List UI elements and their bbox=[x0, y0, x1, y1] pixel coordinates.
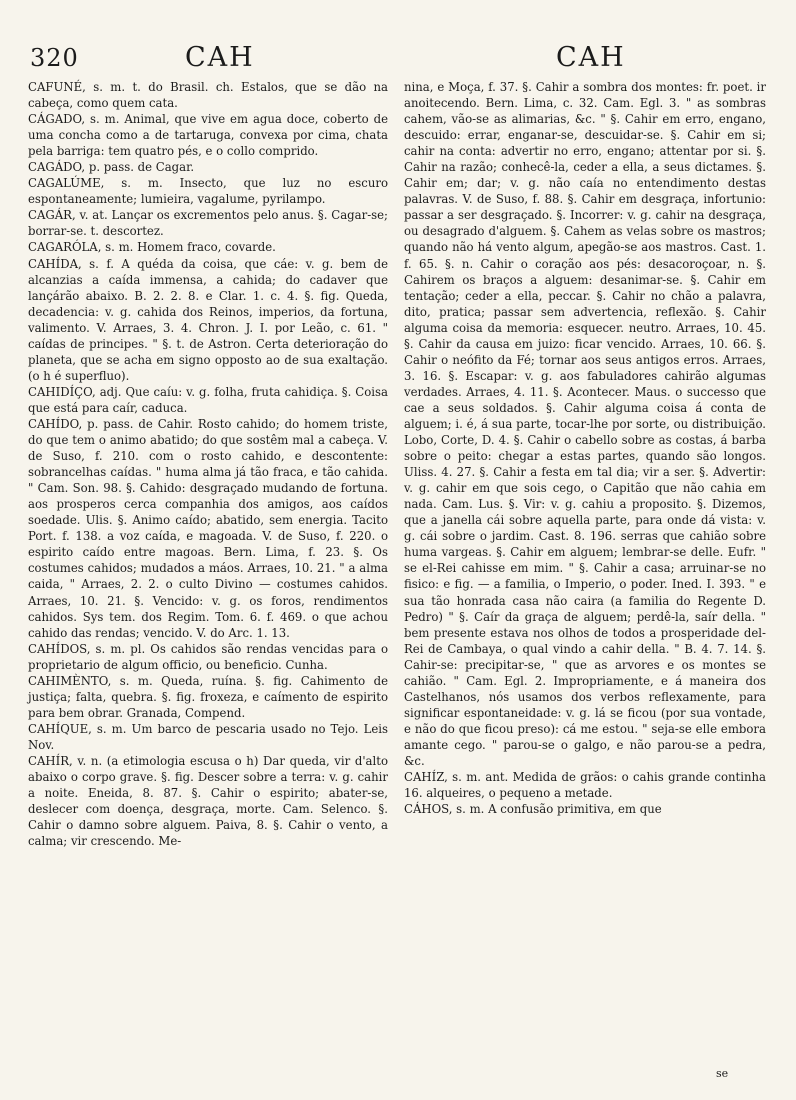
entry-cahir: CAHÍR, v. n. (a etimologia escusa o h) Dar queda, vir d'alto abaixo o corpo grave. §. fig. Descer sobre a terra: v. g. cahir a noite. Eneida, 8. 87. §. Cahir o espirito; abater-se, deslecer com doença, desgraça, morte. Cam. Selenco. §. Cahir o damno sobre alguem. Paiva, 8. §. Cahir o vento, a calma; vir crescendo. Me- bbox=[28, 753, 388, 849]
left-running-head: CAH bbox=[185, 42, 255, 73]
entry-cagalume: CAGALÚME, s. m. Insecto, que luz no escuro espontaneamente; lumieira, vagalume, pyrilampo. bbox=[28, 176, 388, 207]
entry-cafune: CAFUNÉ, s. m. t. do Brasil. ch. Estalos, que se dão na cabeça, como quem cata. bbox=[28, 80, 388, 111]
entry-cahimento: CAHIMÈNTO, s. m. Queda, ruína. §. fig. Cahimento de justiça; falta, quebra. §. fig. froxeza, e caímento de espirito para bem obrar. Granada, Compend. bbox=[28, 673, 388, 720]
entry-cahidos: CAHÍDOS, s. m. pl. Os cahidos são rendas vencidas para o proprietario de algum officio, ou beneficio. Cunha. bbox=[28, 641, 388, 672]
right-column bbox=[404, 79, 766, 817]
entry-cahir-continued: nina, e Moça, f. 37. §. Cahir a sombra dos montes: fr. poet. ir anoitecendo. Bern. Lima, c. 32. Cam. Egl. 3. " as sombras cahem, vão-se as alimarias, &c. " §. Cahir em erro, engano, descuido: errar, enganar-se, descuidar-se. §. Cahir em si; cahir na conta: advertir no erro, engano; attentar por si. §. Cahir na razão; conhecê-la, ceder a ella, a seus dictames. §. Cahir em; dar; v. g. não caía no entendimento destas palavras. V. de Suso, f. 88. §. Cahir em desgraça, infortunio: passar a ser desgraçado. §. Incorrer: v. g. cahir na desgraça, ou desagrado d'alguem. §. Cahem as velas sobre os mastros; quando não há vento algum, apegão-se aos mastros. Cast. 1. f. 65. §. n. Cahir o coração aos pés: desacoroçoar, n. §. Cahirem os braços a alguem: desanimar-se. §. Cahir em tentação; ceder a ella, peccar. §. Cahir no chão a palavra, dito, pratica; passar sem advertencia, reflexão. §. Cahir alguma coisa da memoria: esquecer. neutro. Arraes, 10. 45. §. Cahir da causa em juizo: ficar vencido. Arraes, 10. 66. §. Cahir o neófito da Fé; tornar aos seus antigos erros. Arraes, 3. 16. §. Escapar: v. g. aos fabuladores cahirão algumas verdades. Arraes, 4. 11. §. Acontecer. Maus. o successo que cae a seus soldados. §. Cahir alguma coisa á conta de alguem; i. é, á sua parte, tocar-lhe por sorte, ou distribuição. Lobo, Corte, D. 4. §. Cahir o cabello sobre as costas, á barba sobre o peito: chegar a estas partes, quando são longos. Uliss. 4. 27. §. Cahir a festa em tal dia; vir a ser. §. Advertir: v. g. cahir em que sois cego, o Capitão que não cahia em nada. Cam. Lus. §. Vir: v. g. cahiu a proposito. §. Dizemos, que a janella cái sobre aquella parte, para onde dá vista: v. g. cái sobre o jardim. Cast. 8. 196. serras que cahião sobre huma vargeas. §. Cahir em alguem; lembrar-se delle. Eufr. " se el-Rei cahisse em mim. " §. Cahir a casa; arruinar-se no fisico: e fig. — a familia, o Imperio, o poder. Ined. I. 393. " e sua tão honrada casa não caira (a familia do Regente D. Pedro) " §. Caír da graça de alguem; perdê-la, saír della. " bem presente estava nos olhos de todos a prosperidade del-Rei de Cambaya, o qual vindo a cahir della. " B. 4. 7. 14. §. Cahir-se: precipitar-se, " que as arvores e os montes se cahião. " Cam. Egl. 2. Impropriamente, e á maneira dos Castelhanos, nós usamos dos verbos reflexamente, para significar espontaneidade: v. g. lá se ficou (por sua vontade, e não do que ficou preso): cá me estou. " seja-se elle embora amante cego. " parou-se o galgo, e não parou-se a pedra, &c. bbox=[404, 80, 766, 768]
entry-cahido: CAHÍDO, p. pass. de Cahir. Rosto cahido; do homem triste, do que tem o animo abatido; do que sostêm mal a cabeça. V. de Suso, f. 210. com o rosto cahido, e descontente: sobrancelhas caídas. " huma alma já tão fraca, e tão cahida. " Cam. Son. 98. §. Cahido: desgraçado mudando de fortuna. aos prosperos cerca companhia dos amigos, aos caídos soedade. Ulis. §. Animo caído; abatido, sem energia. Tacito Port. f. 138. a voz caída, e magoada. V. de Suso, f. 220. o espirito caído entre magoas. Bern. Lima, f. 23. §. Os costumes cahidos; mudados a máos. Arraes, 10. 21. " a alma caida, " Arraes, 2. 2. o culto Divino — costumes cahidos. Arraes, 10. 21. §. Vencido: v. g. os foros, rendimentos cahidos. Sys tem. dos Regim. Tom. 6. f. 469. o que achou cahido das rendas; vencido. V. do Arc. 1. 13. bbox=[28, 416, 388, 640]
entry-cagado-animal: CÁGADO, s. m. Animal, que vive em agua doce, coberto de uma concha como a de tartaruga, convexa por cima, chata pela barriga: tem quatro pés, e o collo comprido. bbox=[28, 112, 388, 159]
entry-cahiz: CAHÍZ, s. m. ant. Medida de grãos: o cahis grande continha 16. alqueires, o pequeno a metade. bbox=[404, 770, 766, 801]
entry-cahida: CAHÍDA, s. f. A quéda da coisa, que cáe: v. g. bem de alcanzias a caída immensa, a cahida; do cadaver que lançárão abaixo. B. 2. 2. 8. e Clar. 1. c. 4. §. fig. Queda, decadencia: v. g. cahida dos Reinos, imperios, da fortuna, valimento. V. Arraes, 3. 4. Chron. J. I. por Leão, c. 61. " caídas de principes. " §. t. de Astron. Certa deterioração do planeta, que se acha em signo opposto ao de sua exaltação. (o h é superfluo). bbox=[28, 256, 388, 383]
entry-cahos: CÁHOS, s. m. A confusão primitiva, em que bbox=[404, 802, 662, 817]
catchword: se bbox=[716, 1067, 729, 1080]
entry-cahique: CAHÍQUE, s. m. Um barco de pescaria usado no Tejo. Leis Nov. bbox=[28, 721, 388, 752]
left-column bbox=[28, 79, 388, 849]
entry-cagar: CAGÁR, v. at. Lançar os excrementos pelo anus. §. Cagar-se; borrar-se. t. descortez. bbox=[28, 208, 388, 239]
page-number: 320 bbox=[30, 44, 79, 72]
entry-cagado-participle: CAGÁDO, p. pass. de Cagar. bbox=[28, 160, 195, 175]
entry-cahidico: CAHIDÍÇO, adj. Que caíu: v. g. folha, fruta cahidiça. §. Coisa que está para caír, caduca. bbox=[28, 384, 388, 415]
right-running-head: CAH bbox=[556, 42, 626, 73]
entry-cagarola: CAGARÓLA, s. m. Homem fraco, covarde. bbox=[28, 240, 276, 255]
